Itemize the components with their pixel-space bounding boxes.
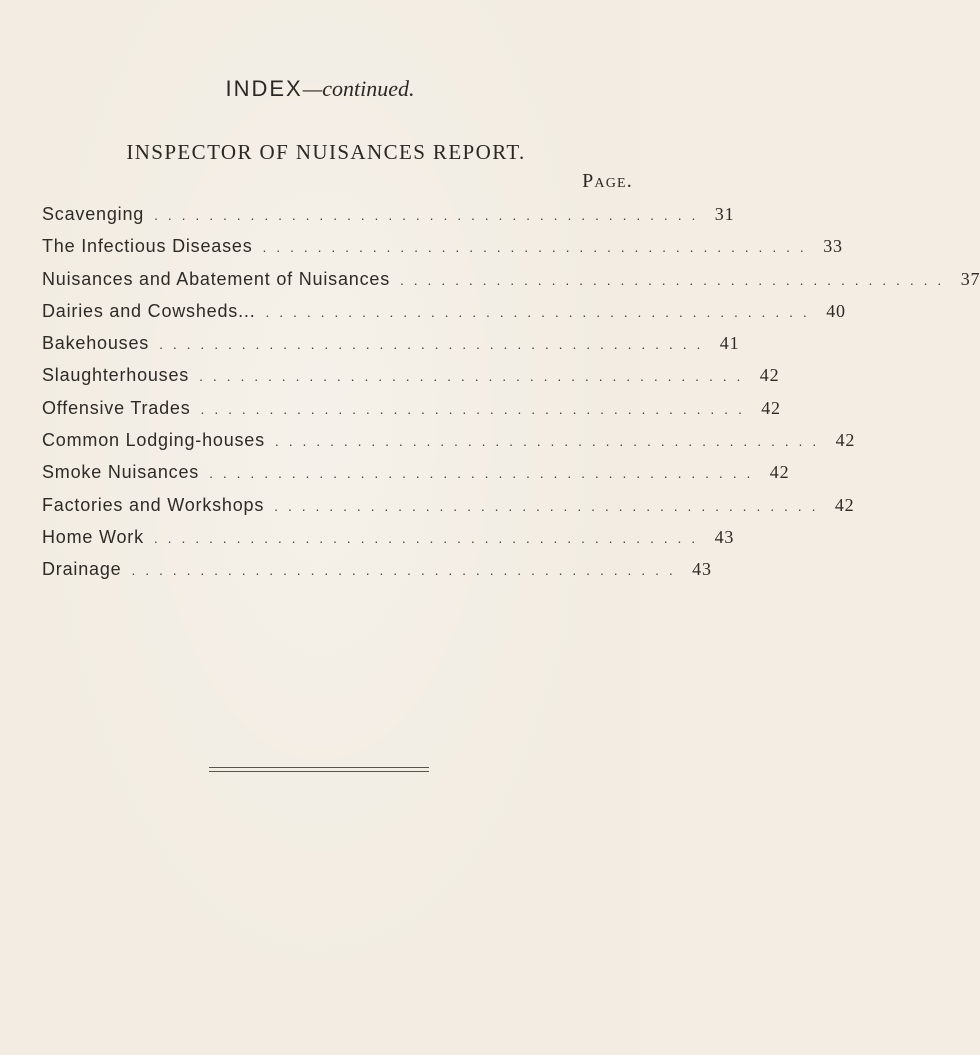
leader-dots: . . . . . . . . . . . . . . . . . . . . . . . . . . . . . . . . . . . . . . . . — [400, 271, 945, 288]
entry-label: Nuisances and Abatement of Nuisances — [42, 268, 390, 289]
leader-dots: . . . . . . . . . . . . . . . . . . . . . . . . . . . . . . . . . . . . . . . . — [159, 336, 704, 353]
index-entry — [42, 494, 855, 527]
entry-page-number: 42 — [835, 430, 856, 451]
entry-page-number: 42 — [769, 462, 790, 483]
section-heading: INSPECTOR OF NUISANCES REPORT. — [126, 140, 526, 164]
entry-page-number: 42 — [761, 397, 781, 418]
leader-dots: . . . . . . . . . . . . . . . . . . . . . . . . . . . . . . . . . . . . . . . . — [274, 433, 820, 450]
entry-page-number: 41 — [719, 333, 740, 354]
entry-label: Factories and Workshops — [42, 494, 265, 515]
entry-label: Slaughterhouses — [42, 365, 190, 386]
entry-label: The Infectious Diseases — [42, 236, 253, 257]
index-entry — [42, 365, 780, 397]
entry-page-number: 40 — [826, 300, 846, 321]
entry-page-number: 42 — [759, 365, 780, 386]
entry-page-number: 31 — [714, 204, 735, 224]
entry-page-number: 37 — [960, 268, 980, 289]
closing-rule-bottom — [209, 771, 429, 772]
entry-label: Smoke Nuisances — [42, 462, 200, 483]
index-entry — [42, 397, 781, 430]
index-entry — [42, 526, 735, 559]
index-entry — [42, 559, 712, 591]
index-entry — [42, 300, 846, 333]
index-entry — [42, 430, 856, 462]
entry-label: Scavenging — [42, 204, 145, 224]
index-title — [0, 76, 640, 102]
page-column-heading: Page. — [582, 170, 633, 192]
entry-page-number: 43 — [714, 526, 735, 547]
entry-label: Home Work — [42, 526, 144, 547]
entry-page-number: 42 — [834, 494, 855, 515]
entry-label: Bakehouses — [42, 333, 150, 354]
leader-dots: . . . . . . . . . . . . . . . . . . . . . . . . . . . . . . . . . . . . . . . . — [154, 207, 699, 223]
index-entry — [42, 333, 740, 365]
index-entry — [42, 268, 980, 301]
entry-page-number: 33 — [823, 236, 843, 257]
entry-page-number: 43 — [692, 559, 712, 580]
leader-dots: . . . . . . . . . . . . . . . . . . . . . . . . . . . . . . . . . . . . . . . . — [274, 497, 819, 514]
index-title-suffix: —continued. — [302, 76, 415, 101]
leader-dots: . . . . . . . . . . . . . . . . . . . . . . . . . . . . . . . . . . . . . . . . — [153, 529, 699, 546]
leader-dots: . . . . . . . . . . . . . . . . . . . . . . . . . . . . . . . . . . . . . . . . — [131, 562, 676, 579]
entry-label: Common Lodging-houses — [42, 430, 265, 451]
index-entry — [42, 204, 735, 236]
closing-rule-top — [209, 767, 429, 768]
leader-dots: . . . . . . . . . . . . . . . . . . . . . . . . . . . . . . . . . . . . . . . . — [265, 303, 810, 320]
index-entry — [42, 462, 790, 494]
index-entries — [42, 204, 980, 592]
leader-dots: . . . . . . . . . . . . . . . . . . . . . . . . . . . . . . . . . . . . . . . . — [262, 239, 807, 256]
entry-label: Offensive Trades — [42, 397, 191, 418]
entry-label: Drainage — [42, 559, 122, 580]
entry-label: Dairies and Cowsheds... — [42, 300, 256, 321]
index-entry — [42, 236, 843, 268]
leader-dots: . . . . . . . . . . . . . . . . . . . . . . . . . . . . . . . . . . . . . . . . — [200, 400, 745, 417]
index-title-main: INDEX — [225, 76, 303, 101]
leader-dots: . . . . . . . . . . . . . . . . . . . . . . . . . . . . . . . . . . . . . . . . — [199, 368, 744, 385]
leader-dots: . . . . . . . . . . . . . . . . . . . . . . . . . . . . . . . . . . . . . . . . — [209, 465, 754, 482]
